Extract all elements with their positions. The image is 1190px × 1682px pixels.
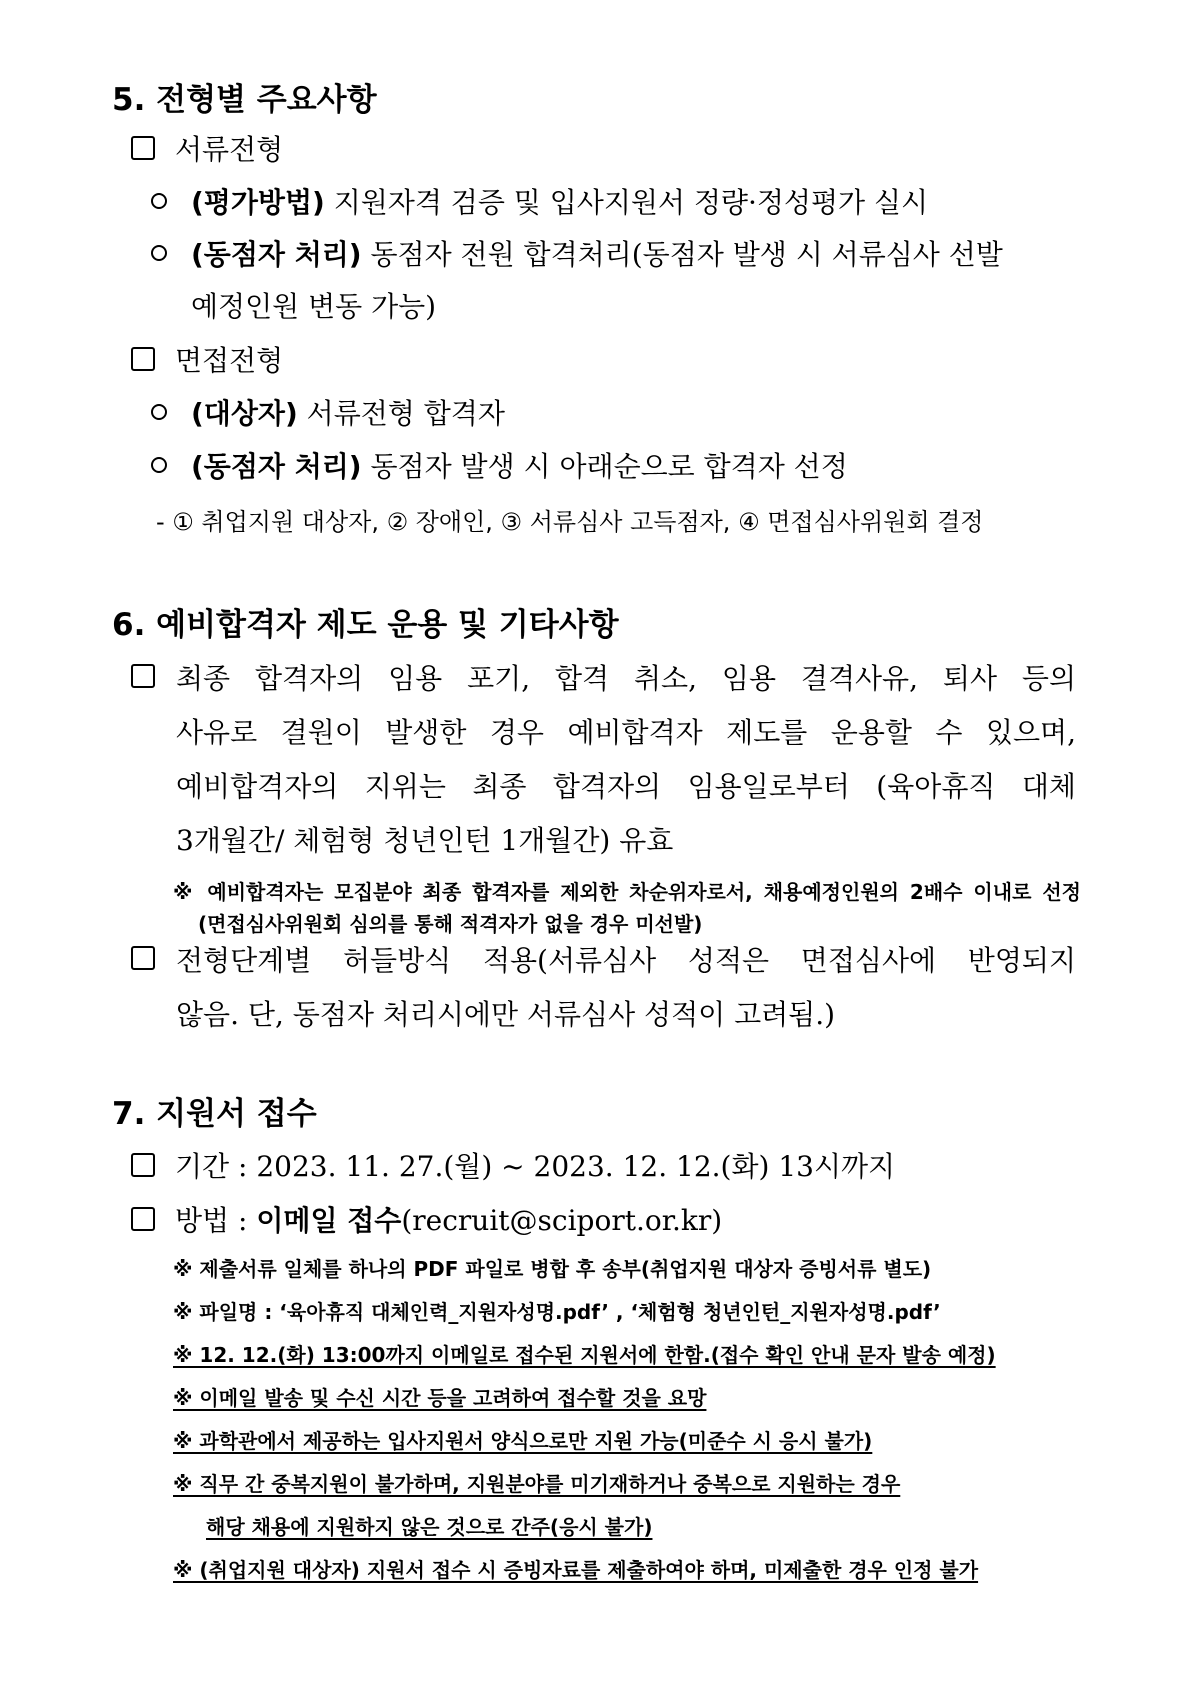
method-label: 방법 (175, 1204, 230, 1237)
interview-target-text: 서류전형 합격자 (306, 397, 505, 430)
circle-bullet-icon (151, 457, 167, 473)
doc-method-text: 지원자격 검증 및 입사지원서 정량·정성평가 실시 (333, 186, 929, 219)
hurdle-item-line-2: 않음. 단, 동점자 처리시에만 서류심사 성적이 고려됨.) (176, 998, 836, 1031)
reserve-item-line-3: 예비합격자의 지위는 최종 합격자의 임용일로부터 (육아휴직 대체 (176, 770, 1076, 803)
section-7-title: 7. 지원서 접수 (112, 1096, 317, 1132)
doc-tie-text-cont: 예정인원 변동 가능) (191, 290, 437, 323)
circle-bullet-icon (151, 193, 167, 209)
submission-note-5: ※ 과학관에서 제공하는 입사지원서 양식으로만 지원 가능(미준수 시 응시 불가) (173, 1429, 873, 1453)
doc-screening-heading (131, 128, 283, 168)
method-value-email: (recruit@sciport.or.kr) (401, 1204, 723, 1237)
submission-note-3: ※ 12. 12.(화) 13:00까지 이메일로 접수된 지원서에 한함.(접수 확인 안내 문자 발송 예정) (173, 1343, 996, 1367)
section-5-title: 5. 전형별 주요사항 (112, 82, 377, 118)
doc-method-line (151, 181, 928, 221)
doc-method-label: (평가방법) (191, 186, 325, 219)
reserve-item-line-4: 3개월간/ 체험형 청년인턴 1개월간) 유효 (176, 824, 674, 857)
circle-bullet-icon (151, 404, 167, 420)
submission-note-1: ※ 제출서류 일체를 하나의 PDF 파일로 병합 후 송부(취업지원 대상자 증빙서류 별도) (173, 1257, 932, 1281)
submission-note-6-cont: 해당 채용에 지원하지 않은 것으로 간주(응시 불가) (206, 1515, 653, 1539)
interview-tie-line (151, 445, 848, 485)
method-value-email-submission: 이메일 접수 (256, 1204, 402, 1237)
checkbox-square-icon (131, 946, 155, 970)
section-6-title: 6. 예비합격자 제도 운용 및 기타사항 (112, 607, 619, 643)
circle-bullet-icon (151, 245, 167, 261)
interview-tie-label: (동점자 처리) (191, 450, 362, 483)
submission-note-6: ※ 직무 간 중복지원이 불가하며, 지원분야를 미기재하거나 중복으로 지원하는 경우 (173, 1472, 901, 1496)
submission-note-2: ※ 파일명 : ‘육아휴직 대체인력_지원자성명.pdf’ , ‘체험형 청년인턴_지원자성명.pdf’ (173, 1300, 941, 1324)
reserve-item-line-2: 사유로 결원이 발생한 경우 예비합격자 제도를 운용할 수 있으며, (176, 716, 1076, 749)
reserve-note-1: ※ 예비합격자는 모집분야 최종 합격자를 제외한 차순위자로서, 채용예정인원의 2배수 이내로 선정 (173, 880, 1081, 904)
interview-label: 면접전형 (175, 344, 284, 377)
submission-note-4: ※ 이메일 발송 및 수신 시간 등을 고려하여 접수할 것을 요망 (173, 1386, 707, 1410)
period-label: 기간 (175, 1150, 230, 1183)
interview-target-line (151, 392, 505, 432)
doc-tie-label: (동점자 처리) (191, 238, 362, 271)
method-line: 방법 : 이메일 접수(recruit@sciport.or.kr) (131, 1199, 722, 1239)
doc-tie-line (151, 233, 1003, 273)
period-line: 기간 : 2023. 11. 27.(월) ~ 2023. 12. 12.(화) 13시까지 (131, 1145, 895, 1185)
checkbox-square-icon (131, 1207, 155, 1231)
doc-screening-label: 서류전형 (175, 133, 284, 166)
hurdle-item-line-1: 전형단계별 허들방식 적용(서류심사 성적은 면접심사에 반영되지 (176, 944, 1076, 977)
interview-target-label: (대상자) (191, 397, 298, 430)
reserve-item-line-1: 최종 합격자의 임용 포기, 합격 취소, 임용 결격사유, 퇴사 등의 (176, 662, 1076, 695)
checkbox-square-icon (131, 664, 155, 688)
doc-tie-text: 동점자 전원 합격처리(동점자 발생 시 서류심사 선발 (370, 238, 1003, 271)
reserve-note-2: (면접심사위원회 심의를 통해 적격자가 없을 경우 미선발) (198, 912, 703, 936)
checkbox-square-icon (131, 1153, 155, 1177)
submission-note-7: ※ (취업지원 대상자) 지원서 접수 시 증빙자료를 제출하여야 하며, 미제출한 경우 인정 불가 (173, 1558, 979, 1582)
interview-heading (131, 339, 283, 379)
period-value: 2023. 11. 27.(월) ~ 2023. 12. 12.(화) 13시까지 (256, 1150, 896, 1183)
interview-tie-text: 동점자 발생 시 아래순으로 합격자 선정 (370, 450, 848, 483)
checkbox-square-icon (131, 136, 155, 160)
interview-tie-order: - ① 취업지원 대상자, ② 장애인, ③ 서류심사 고득점자, ④ 면접심사위원회 결정 (156, 508, 984, 536)
checkbox-square-icon (131, 347, 155, 371)
